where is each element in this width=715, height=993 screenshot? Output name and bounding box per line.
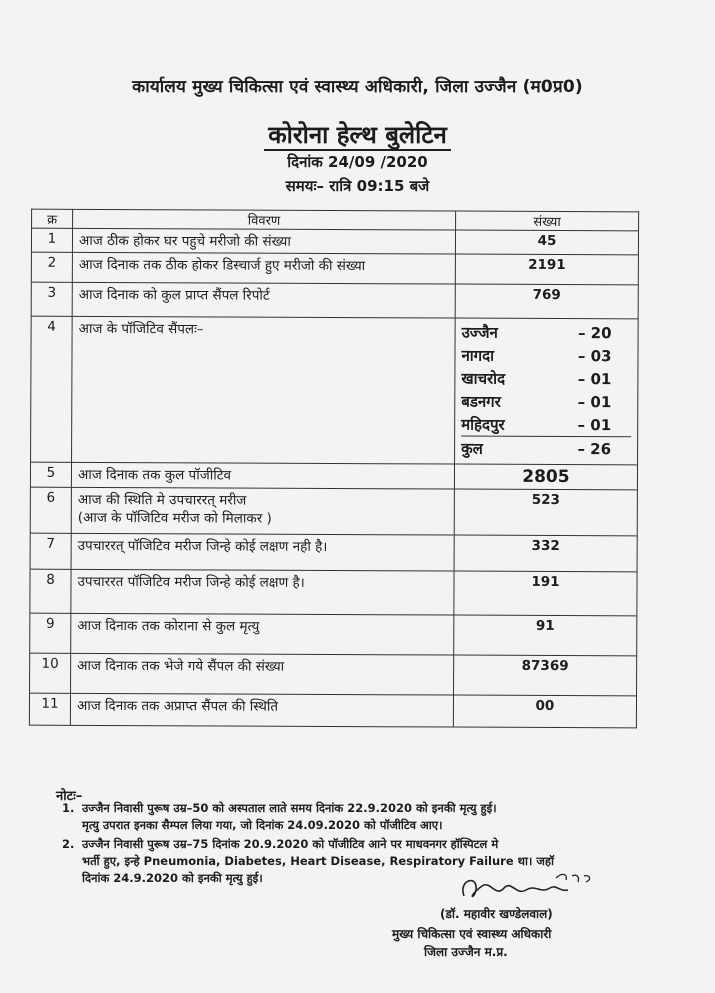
row-value: 45 bbox=[455, 230, 638, 255]
row-description-line2: (आज के पॉजिटिव मरीज को मिलाकर ) bbox=[77, 509, 272, 527]
row-value: 87369 bbox=[454, 655, 637, 696]
row-serial: 9 bbox=[30, 613, 71, 653]
signatory-title: मुख्य चिकित्सा एवं स्वास्थ्य अधिकारी bbox=[392, 927, 552, 941]
row-description bbox=[71, 487, 454, 535]
note-line: दिनांक 24.9.2020 को इनकी मृत्यु हुई। bbox=[82, 871, 263, 885]
table-row bbox=[30, 462, 637, 490]
row-serial: 5 bbox=[30, 462, 71, 487]
breakdown-count: – 26 bbox=[577, 439, 612, 458]
breakdown-row bbox=[462, 321, 632, 345]
header-count: संख्या bbox=[456, 211, 639, 231]
row-serial: 10 bbox=[30, 653, 71, 693]
breakdown-count: – 01 bbox=[577, 415, 612, 434]
row-value: 191 bbox=[454, 571, 637, 616]
breakdown-place: नागदा bbox=[461, 346, 495, 365]
header-serial: क्र bbox=[32, 209, 73, 228]
header-description: विवरण bbox=[73, 209, 456, 230]
row-value: 91 bbox=[454, 615, 637, 656]
note-line: उज्जैन निवासी पुरूष उम्र–50 को अस्पताल लाते समय दिनांक 22.9.2020 को इनकी मृत्यु हुई। bbox=[82, 801, 497, 815]
table-row bbox=[31, 252, 638, 285]
row-value: 523 bbox=[454, 489, 637, 536]
row-serial: 2 bbox=[31, 252, 72, 282]
breakdown-count: – 01 bbox=[577, 369, 612, 388]
row-value: 2191 bbox=[455, 254, 638, 285]
row-description: उपचाररत् पॉजिटिव मरीज जिन्हे कोई लक्षण नही है। bbox=[71, 533, 454, 571]
note-line: भर्ती हुए, इन्हे Pneumonia, Diabetes, Heart Disease, Respiratory Failure था। जहॉ bbox=[82, 854, 554, 868]
row-description: आज दिनाक तक कुल पॉजीटिव bbox=[71, 462, 454, 489]
row-serial: 7 bbox=[30, 533, 71, 569]
table-row bbox=[30, 533, 637, 572]
row-value: 769 bbox=[455, 284, 638, 319]
breakdown-count: – 03 bbox=[577, 346, 612, 365]
signatory-district: जिला उज्जैन म.प्र. bbox=[424, 945, 508, 959]
row-serial: 3 bbox=[31, 282, 72, 316]
breakdown-place: खाचरोद bbox=[461, 369, 506, 388]
breakdown-place: महिदपुर bbox=[461, 415, 505, 434]
table-row bbox=[30, 653, 637, 696]
breakdown-place: कुल bbox=[461, 439, 483, 458]
positive-breakdown-list bbox=[461, 321, 632, 461]
note-number: 2. bbox=[62, 837, 75, 851]
row-description: आज दिनाक तक ठीक होकर डिस्चार्ज हुए मरीजो की संख्या bbox=[72, 252, 455, 284]
row-serial: 8 bbox=[30, 569, 71, 613]
row-serial: 4 bbox=[31, 316, 73, 462]
bulletin-table bbox=[29, 209, 639, 729]
breakdown-row bbox=[461, 390, 631, 414]
notes-label: नोटः– bbox=[56, 789, 83, 804]
table-row bbox=[31, 228, 638, 255]
note-line: मृत्यु उपरात इनका सैम्पल लिया गया, जो दिनांक 24.09.2020 को पॉजीटिव आए। bbox=[82, 818, 443, 832]
row-description: आज दिनाक तक कोराना से कुल मृत्यु bbox=[71, 613, 454, 655]
time-line: समयः– रात्रि 09:15 बजे bbox=[285, 177, 430, 195]
row-value: 00 bbox=[453, 695, 636, 728]
row-description: आज के पॉजिटिव सैंपलः– bbox=[72, 316, 456, 464]
table-row bbox=[30, 569, 637, 616]
breakdown-place: बडनगर bbox=[461, 392, 501, 411]
row-serial: 1 bbox=[31, 228, 72, 252]
breakdown-row bbox=[461, 367, 631, 391]
note-line: उज्जैन निवासी पुरूष उम्र–75 दिनांक 20.9.2020 को पॉजीटिव आने पर माधवनगर हॉस्पिटल मे bbox=[82, 837, 499, 851]
row-description: आज ठीक होकर घर पहुचे मरीजो की संख्या bbox=[72, 228, 455, 254]
row-value: 2805 bbox=[454, 464, 637, 490]
table-row bbox=[30, 613, 637, 656]
breakdown-count: – 01 bbox=[577, 392, 612, 411]
row-description-line1: आज की स्थिति मे उपचाररत् मरीज bbox=[77, 491, 247, 509]
positive-breakdown bbox=[455, 318, 639, 465]
breakdown-place: उज्जैन bbox=[461, 323, 498, 342]
table-row bbox=[30, 487, 637, 536]
row-description: उपचाररत पॉजिटिव मरीज जिन्हे कोई लक्षण है। bbox=[71, 569, 454, 615]
row-description: आज दिनाक को कुल प्राप्त सैंपल रिपोर्ट bbox=[72, 282, 455, 318]
row-value: 332 bbox=[454, 535, 637, 572]
date-line: दिनांक 24/09 /2020 bbox=[287, 153, 428, 171]
table-row bbox=[29, 693, 636, 728]
table-row bbox=[31, 282, 638, 319]
signatory-name: (डॉ. महावीर खण्डेलवाल) bbox=[440, 907, 553, 921]
breakdown-row bbox=[461, 413, 631, 437]
bulletin-title-text: कोरोना हेल्थ बुलेटिन bbox=[264, 121, 451, 151]
note-item bbox=[62, 800, 497, 834]
row-serial: 11 bbox=[29, 693, 70, 725]
row-description: आज दिनाक तक अप्राप्त सैंपल की स्थिति bbox=[70, 693, 453, 727]
bulletin-title bbox=[0, 118, 715, 151]
signature-scribble bbox=[456, 870, 596, 906]
row-serial: 6 bbox=[30, 487, 71, 533]
note-number: 1. bbox=[62, 801, 75, 815]
breakdown-count: – 20 bbox=[577, 323, 612, 342]
row-description: आज दिनाक तक भेजे गये सैंपल की संख्या bbox=[71, 653, 454, 695]
breakdown-row bbox=[461, 344, 631, 368]
table-row bbox=[31, 316, 639, 465]
office-heading: कार्यालय मुख्य चिकित्सा एवं स्वास्थ्य अधिकारी, जिला उज्जैन (म0प्र0) bbox=[132, 77, 583, 97]
breakdown-total-row bbox=[461, 436, 631, 461]
